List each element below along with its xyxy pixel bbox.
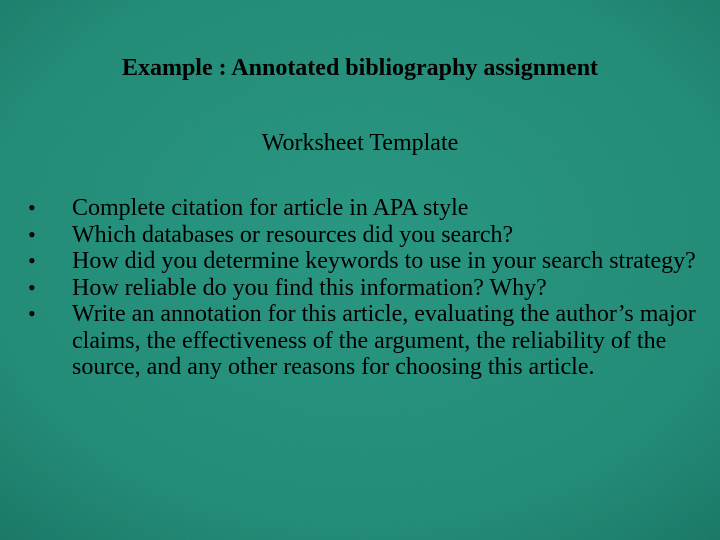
bullet-item [22,275,702,302]
bullet-icon: • [28,248,36,273]
bullet-item [22,301,702,381]
bullet-text: How did you determine keywords to use in your search strategy? [72,248,696,274]
bullet-icon: • [28,274,36,300]
bullet-text: Which databases or resources did you search? [72,221,514,248]
bullet-text: How reliable do you find this information? Why? [72,274,547,301]
slide-subtitle: Worksheet Template [261,130,459,156]
bullet-item [22,248,702,275]
bullet-icon: • [28,301,36,326]
bullet-text: Complete citation for article in APA style [72,195,469,221]
bullet-item [22,195,702,222]
bullet-icon: • [28,195,36,220]
slide-title: Example : Annotated bibliography assignment [121,55,599,81]
bullet-list [22,195,702,381]
bullet-text: Write an annotation for this article, evaluating the author’s major claims, the effectiveness of the argument, the reliability of the source, and any other reasons for choosing this article. [72,301,696,380]
bullet-item [22,222,702,249]
bullet-icon: • [28,221,36,247]
